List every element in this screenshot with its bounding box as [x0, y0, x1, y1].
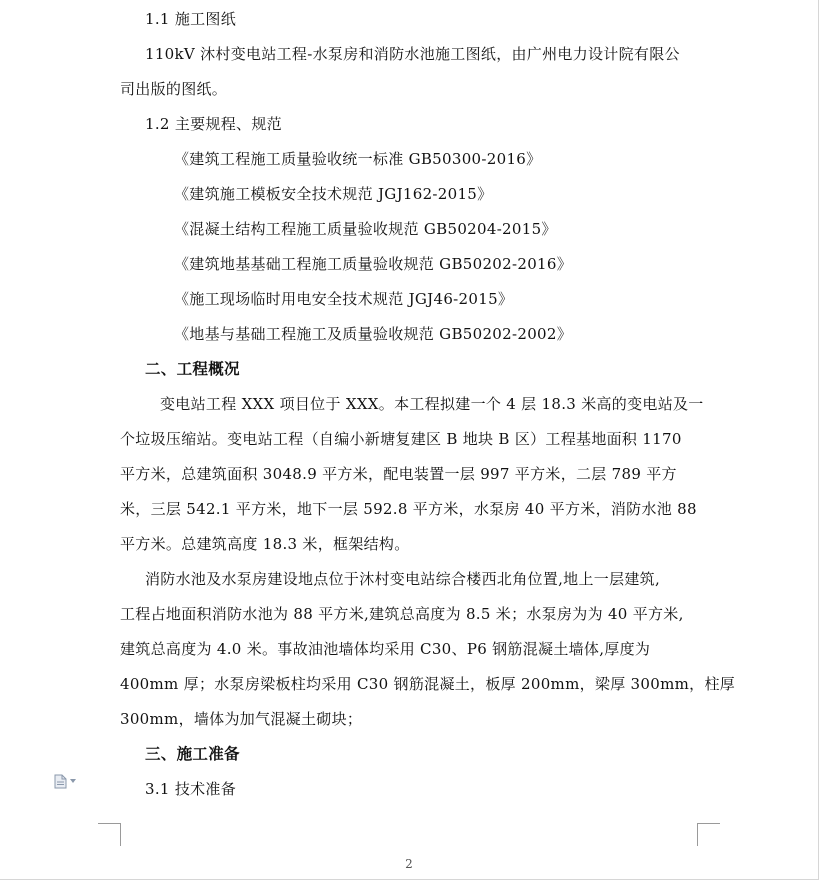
crop-mark-right — [697, 823, 720, 846]
overview-paragraph-line-5: 平方米。总建筑高度 18.3 米，框架结构。 — [120, 535, 410, 553]
crop-mark-left — [98, 823, 121, 846]
chevron-down-icon — [70, 779, 76, 783]
section-3-1-heading: 3.1 技术准备 — [145, 780, 237, 798]
paste-options-button[interactable] — [54, 772, 82, 790]
section-3-heading: 三、施工准备 — [145, 744, 240, 763]
pool-paragraph-line-4: 400mm 厚；水泵房梁板柱均采用 C30 钢筋混凝土，板厚 200mm，梁厚 300mm，柱厚 — [120, 675, 736, 693]
standard-item: 《施工现场临时用电安全技术规范 JGJ46-2015》 — [174, 290, 514, 308]
paragraph-drawings-line-1: 110kV 沐村变电站工程-水泵房和消防水池施工图纸，由广州电力设计院有限公 — [145, 45, 680, 63]
paragraph-drawings-line-2: 司出版的图纸。 — [120, 80, 228, 98]
overview-paragraph-line-3: 平方米，总建筑面积 3048.9 平方米，配电装置一层 997 平方米，二层 789 平方 — [120, 465, 677, 483]
standard-item: 《建筑地基基础工程施工质量验收规范 GB50202-2016》 — [174, 255, 573, 273]
overview-paragraph-line-4: 米，三层 542.1 平方米，地下一层 592.8 平方米，水泵房 40 平方米，消防水池 88 — [120, 500, 697, 518]
overview-paragraph-line-2: 个垃圾压缩站。变电站工程（自编小新塘复建区 B 地块 B 区）工程基地面积 1170 — [120, 430, 682, 448]
standard-item: 《建筑工程施工质量验收统一标准 GB50300-2016》 — [174, 150, 542, 168]
section-2-heading: 二、工程概况 — [145, 359, 240, 378]
standard-item: 《地基与基础工程施工及质量验收规范 GB50202-2002》 — [174, 325, 573, 343]
paste-options-icon — [54, 774, 67, 789]
standard-item: 《混凝土结构工程施工质量验收规范 GB50204-2015》 — [174, 220, 557, 238]
pool-paragraph-line-1: 消防水池及水泵房建设地点位于沐村变电站综合楼西北角位置,地上一层建筑, — [145, 570, 661, 588]
overview-paragraph-line-1: 变电站工程 XXX 项目位于 XXX。本工程拟建一个 4 层 18.3 米高的变电站及一 — [160, 395, 704, 413]
page-number: 2 — [405, 857, 413, 871]
pool-paragraph-line-3: 建筑总高度为 4.0 米。事故油池墙体均采用 C30、P6 钢筋混凝土墙体,厚度为 — [120, 640, 651, 658]
section-1-1-heading: 1.1 施工图纸 — [145, 10, 237, 28]
pool-paragraph-line-5: 300mm，墙体为加气混凝土砌块； — [120, 710, 363, 728]
standard-item: 《建筑施工模板安全技术规范 JGJ162-2015》 — [174, 185, 493, 203]
pool-paragraph-line-2: 工程占地面积消防水池为 88 平方米,建筑总高度为 8.5 米；水泵房为为 40 平方米, — [120, 605, 684, 623]
section-1-2-heading: 1.2 主要规程、规范 — [145, 115, 282, 133]
